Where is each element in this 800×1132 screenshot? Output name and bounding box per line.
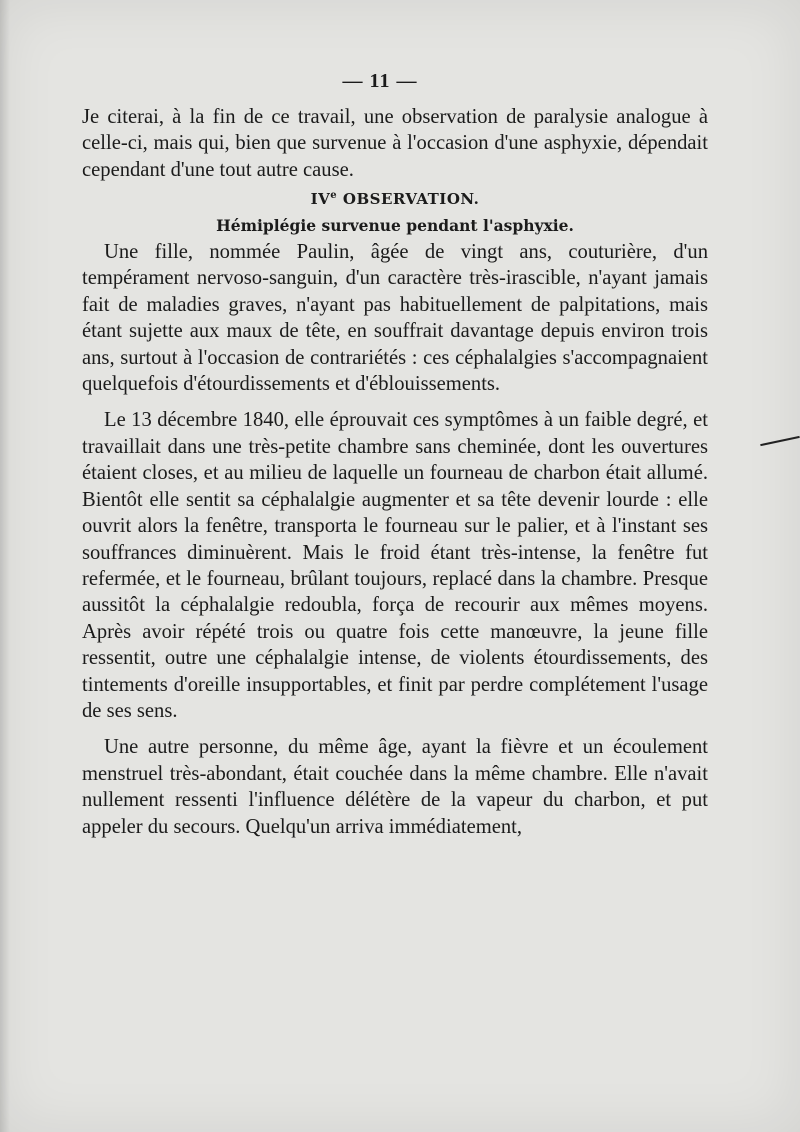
paragraph-2: Le 13 décembre 1840, elle éprouvait ces symptômes à un faible degré, et travaillait dans une très-petite chambre sans cheminée, dont les ouvertures étaient closes, et au milieu de laquelle un fourneau de charbon était allumé. Bientôt elle sentit sa céphalalgie augmenter et sa tête devenir lourde : elle ouvrit alors la fenêtre, transporta le fourneau sur le palier, et à l'instant ses souffrances diminuèrent. Mais le froid étant très-intense, la fenêtre fut refermée, et le fourneau, brûlant toujours, replacé dans la chambre. Presque aussitôt la céphalalgie redoubla, força de recourir aux mêmes moyens. Après avoir répété trois ou quatre fois cette manœuvre, la jeune fille ressentit, outre une céphalalgie intense, de violents étourdissements, des tintements d'oreille insupportables, et finit par perdre complétement l'usage de ses sens. [82,409,708,722]
margin-pen-mark [760,436,800,446]
heading-number: IV [310,190,331,209]
section-subheading: Hémiplégie survenue pendant l'asphyxie. [216,215,574,235]
intro-paragraph: Je citerai, à la fin de ce travail, une observation de paralysie analogue à celle-ci, mais qui, bien que survenue à l'occasion d'une asphyxie, dépendait cependant d'une tout autre cause. [82,106,708,181]
page-number: — 11 — [342,70,418,92]
paragraph-1: Une fille, nommée Paulin, âgée de vingt ans, couturière, d'un tempérament nervoso-sanguin, d'un caractère très-irascible, n'ayant jamais fait de maladies graves, n'ayant pas habituellement de palpitations, mais étant sujette aux maux de tête, en souffrait davantage depuis environ trois ans, surtout à l'occasion de contrariétés : ces céphalalgies s'accompagnaient quelquefois d'étourdissements et d'éblouissements. [82,241,708,396]
page-edge-shadow [0,0,10,1132]
heading-superscript: e [330,190,338,202]
section-heading [82,183,708,212]
heading-word: OBSERVATION. [342,190,480,209]
paragraph-3: Une autre personne, du même âge, ayant la fièvre et un écoulement menstruel très-abondant, était couchée dans la même chambre. Elle n'avait nullement ressenti l'influence délétère de la vapeur du charbon, et put appeler du secours. Quelqu'un arriva immédiatement, [82,736,708,838]
body-text [82,104,708,840]
